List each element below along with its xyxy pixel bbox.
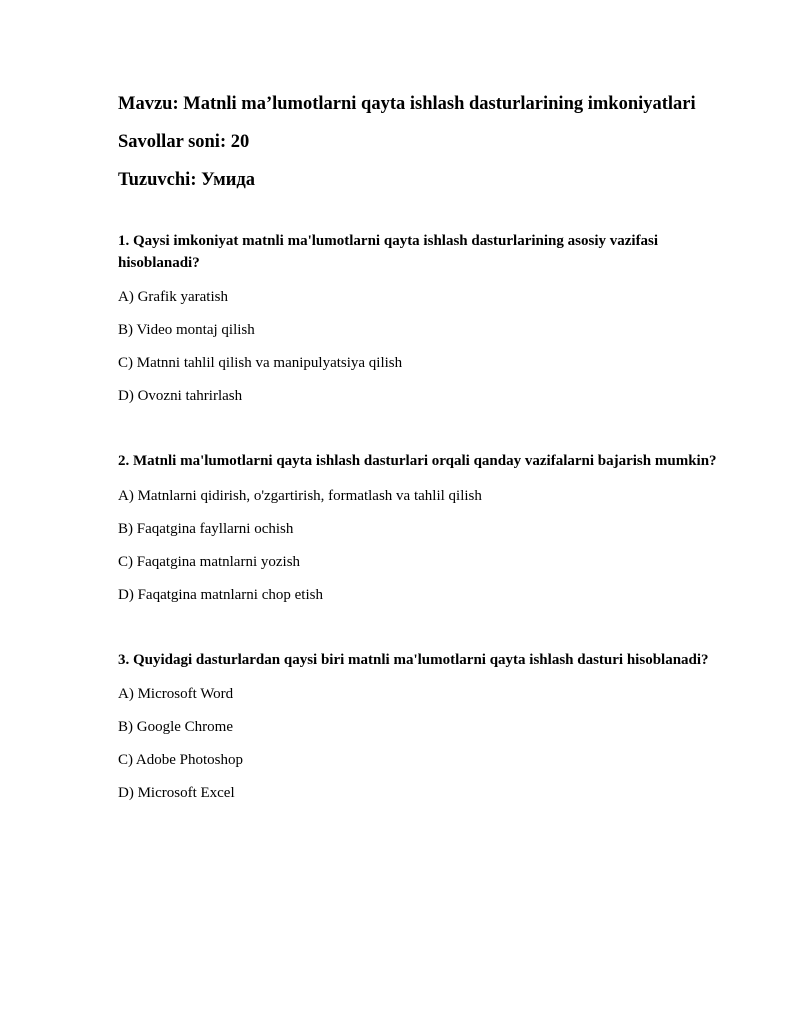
answer-option-d: D) Ovozni tahrirlash bbox=[118, 388, 243, 404]
question-text: 2. Matnli ma'lumotlarni qayta ishlash dasturlari orqali qanday vazifalarni bajarish mumkin? bbox=[118, 453, 717, 469]
question-block-3 bbox=[118, 650, 718, 804]
answer-option-a: A) Grafik yaratish bbox=[118, 289, 228, 305]
answer-option-b: B) Faqatgina fayllarni ochish bbox=[118, 520, 294, 537]
answer-option-d: D) Faqatgina matnlarni chop etish bbox=[118, 586, 323, 603]
question-text: 3. Quyidagi dasturlardan qaysi biri matnli ma'lumotlarni qayta ishlash dasturi hisoblanadi? bbox=[118, 651, 709, 668]
answer-option-d: D) Microsoft Excel bbox=[118, 785, 235, 801]
answer-option-b: B) Google Chrome bbox=[118, 719, 233, 735]
answer-option-c: C) Faqatgina matnlarni yozish bbox=[118, 553, 301, 570]
answer-option-c: C) Adobe Photoshop bbox=[118, 752, 244, 768]
question-block-2 bbox=[118, 451, 718, 605]
question-count: Savollar soni: 20 bbox=[118, 132, 250, 152]
author-line: Tuzuvchi: Умида bbox=[118, 170, 256, 190]
answer-option-b: B) Video montaj qilish bbox=[118, 322, 255, 338]
answer-option-c: C) Matnni tahlil qilish va manipulyatsiya qilish bbox=[118, 355, 403, 371]
answer-option-a: A) Microsoft Word bbox=[118, 686, 234, 702]
document-page bbox=[118, 92, 718, 803]
answer-option-a: A) Matnlarni qidirish, o'zgartirish, formatlash va tahlil qilish bbox=[118, 487, 482, 504]
document-title: Mavzu: Matnli ma’lumotlarni qayta ishlash dasturlarining imkoniyatlari bbox=[118, 94, 696, 114]
question-block-1 bbox=[118, 231, 718, 406]
question-text: 1. Qaysi imkoniyat matnli ma'lumotlarni qayta ishlash dasturlarining asosiy vazifasi hisoblanadi? bbox=[118, 233, 659, 271]
